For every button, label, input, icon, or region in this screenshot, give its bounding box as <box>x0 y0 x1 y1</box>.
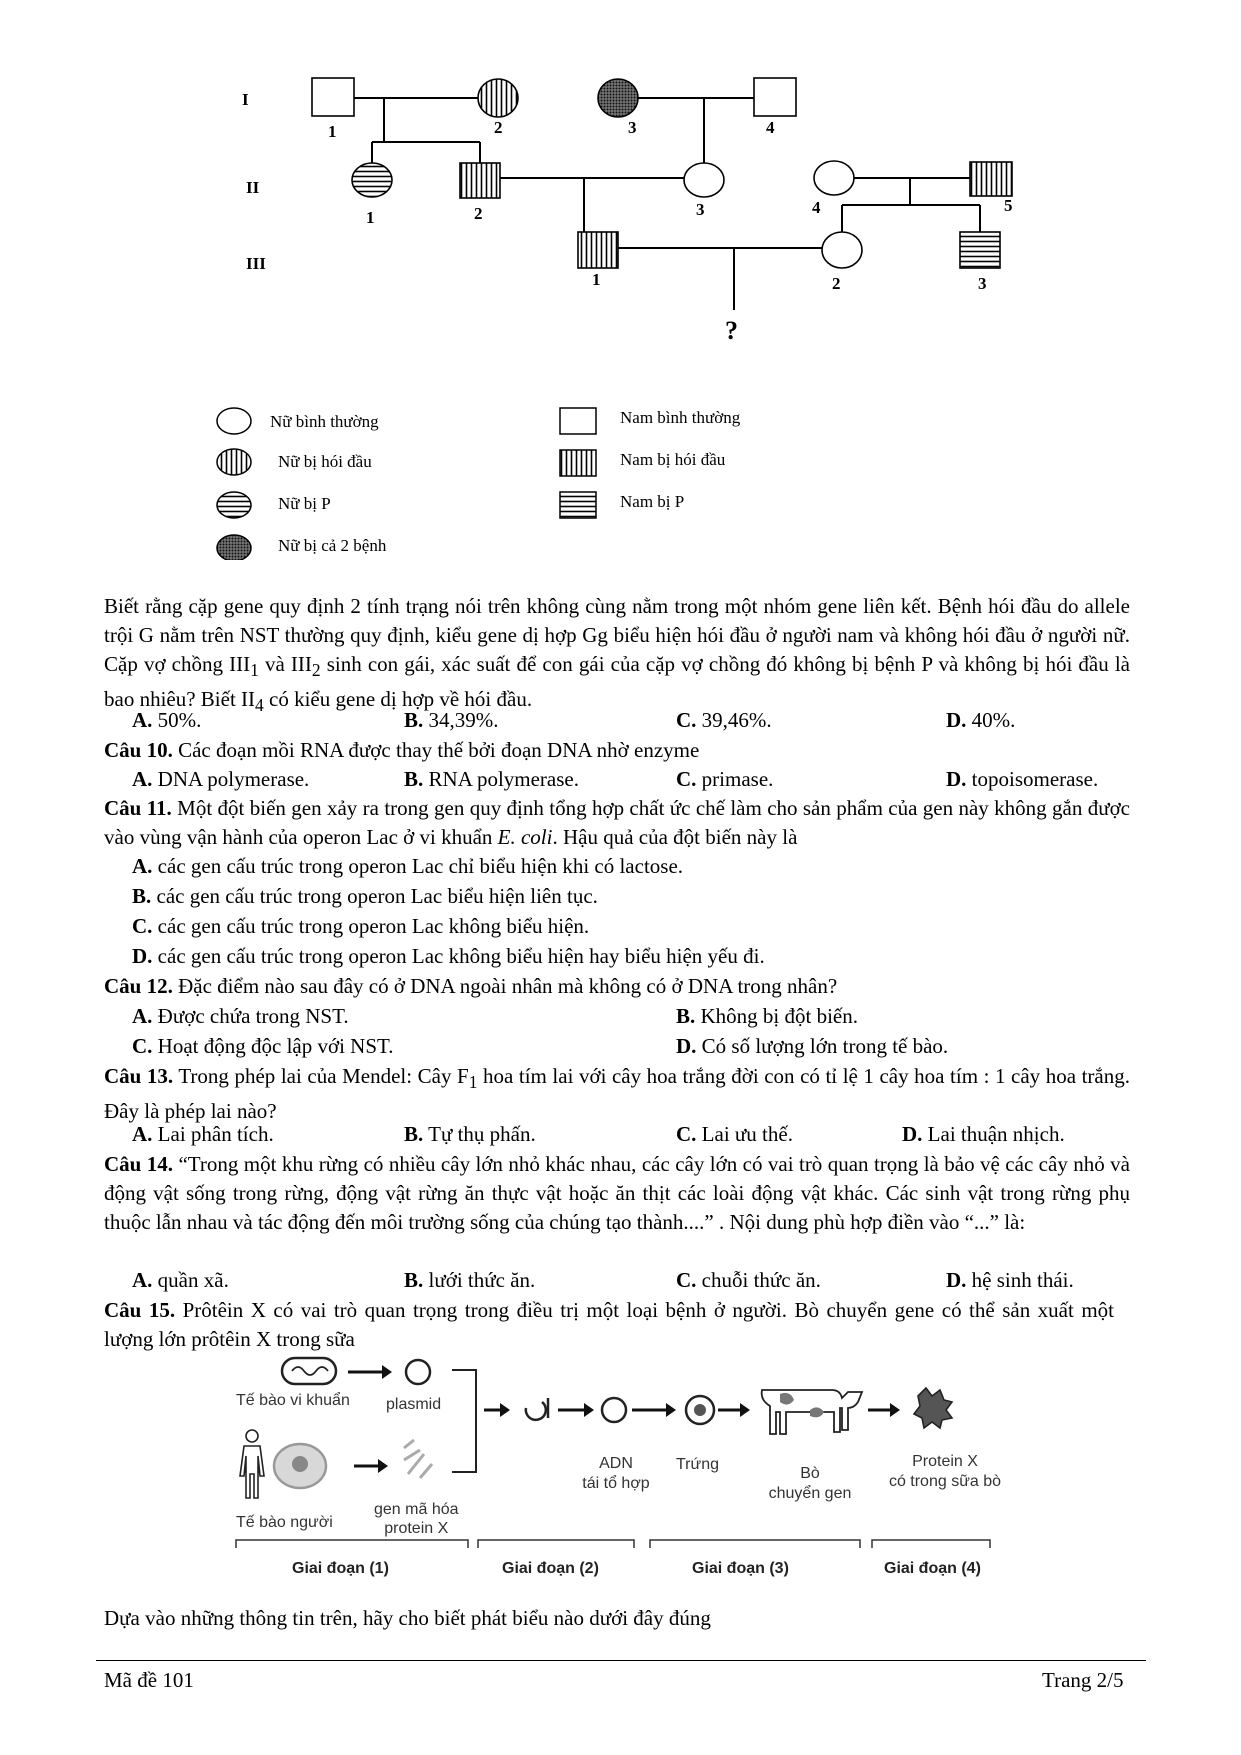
plasmid-icon <box>406 1360 430 1384</box>
label-adn-line1: ADN <box>599 1455 633 1472</box>
label-stage-2: Giai đoạn (2) <box>502 1560 599 1577</box>
legend-female-normal-symbol <box>217 408 251 434</box>
number-II5: 5 <box>1004 196 1013 215</box>
q9-text: Biết rằng cặp gene quy định 2 tính trạng nói trên không cùng nằm trong một nhóm gene liên kết. Bệnh hói đầu do allele trội G nằm trên NST thường quy định, kiểu gene dị hợp Gg biểu hiện hói đầu ở người nam và không hói đầu ở người nữ. Cặp vợ chồng $III_1$ và $III_2$ sinh con gái, xác suất để con gái của cặp vợ chồng đó không bị bệnh P và không bị hói đầu là bao nhiêu? Biết $II_4$ có kiểu gene dị hợp về hói đầu. <box>104 594 1130 716</box>
pedigree-III3-male-p <box>960 232 1000 268</box>
merge-bracket <box>452 1370 476 1472</box>
q10-option-a: A. DNA polymerase. <box>132 767 310 791</box>
gene-fragments-icon <box>404 1440 432 1478</box>
q11-option-b: B. các gen cấu trúc trong operon Lac biểu hiện liên tục. <box>132 884 598 908</box>
pedigree-chart <box>0 0 1241 560</box>
q9-option-c: C. 39,46%. <box>676 708 772 732</box>
pedigree-I3-female-both <box>598 79 638 117</box>
q9-option-b: B. 34,39%. <box>404 708 499 732</box>
q12-option-d: D. Có số lượng lớn trong tế bào. <box>676 1034 949 1058</box>
legend-female-bald-symbol <box>217 449 251 475</box>
legend-male-normal: Nam bình thường <box>620 408 741 427</box>
number-II3: 3 <box>696 200 705 219</box>
legend-male-bald-symbol <box>560 450 596 476</box>
label-human-cell: Tế bào người <box>236 1514 333 1531</box>
pedigree-II2-male-bald <box>460 163 500 198</box>
generation-label-II: II <box>246 178 260 197</box>
q11-option-a: A. các gen cấu trúc trong operon Lac chỉ biểu hiện khi có lactose. <box>132 854 684 878</box>
q13-option-d: D. Lai thuận nhịch. <box>902 1122 1065 1146</box>
q11-option-c: C. các gen cấu trúc trong operon Lac không biểu hiện. <box>132 914 590 938</box>
label-stage-4: Giai đoạn (4) <box>884 1560 981 1577</box>
label-gene-line2: protein X <box>384 1520 449 1537</box>
pedigree-II5-male-bald <box>970 162 1012 196</box>
label-cow-line1: Bò <box>800 1465 820 1482</box>
q15-text: Câu 15. Prôtêin X có vai trò quan trọng trong điều trị một loại bệnh ở người. Bò chuyển gene có thể sản xuất một lượng lớn prôtêin X trong sữa <box>104 1298 1114 1351</box>
footer-exam-code: Mã đề 101 <box>104 1668 194 1692</box>
label-gene <box>374 1500 459 1538</box>
number-II1: 1 <box>366 208 375 227</box>
q14-option-a: A. quần xã. <box>132 1268 229 1292</box>
number-I2: 2 <box>494 118 503 137</box>
open-plasmid-icon <box>526 1402 546 1420</box>
legend-female-both-symbol <box>217 535 251 560</box>
q14-option-b: B. lưới thức ăn. <box>404 1268 536 1292</box>
legend-female-p: Nữ bị P <box>278 494 331 513</box>
human-figure-icon <box>240 1430 264 1498</box>
pedigree-III2-female-normal <box>822 232 862 268</box>
stage-2-bracket <box>478 1540 634 1548</box>
legend-female-normal: Nữ bình thường <box>270 412 379 431</box>
number-III1: 1 <box>592 270 601 289</box>
label-stage-3: Giai đoạn (3) <box>692 1560 789 1577</box>
q12-option-a: A. Được chứa trong NST. <box>132 1004 349 1028</box>
q11-text: Câu 11. Một đột biến gen xảy ra trong gen quy định tổng hợp chất ức chế làm cho sản phẩm của gen này không gắn được vào vùng vận hành của operon Lac ở vi khuẩn E. coli. Hậu quả của đột biến này là <box>104 796 1130 849</box>
pedigree-I4-male-normal <box>754 78 796 116</box>
pedigree-III1-male-bald <box>578 232 618 268</box>
legend-male-p-symbol <box>560 492 596 518</box>
q13-option-a: A. Lai phân tích. <box>132 1122 274 1146</box>
number-I1: 1 <box>328 122 337 141</box>
q12-option-c: C. Hoạt động độc lập với NST. <box>132 1034 394 1058</box>
legend-male-bald: Nam bị hói đầu <box>620 450 726 469</box>
q11-option-d: D. các gen cấu trúc trong operon Lac không biểu hiện hay biểu hiện yếu đi. <box>132 944 765 968</box>
label-gene-line1: gen mã hóa <box>374 1501 459 1518</box>
label-protein-line2: có trong sữa bò <box>888 1473 1002 1490</box>
legend-female-p-symbol <box>217 492 251 518</box>
q13-option-b: B. Tự thụ phấn. <box>404 1122 536 1146</box>
stage-1-bracket <box>236 1540 468 1548</box>
label-cow-line2: chuyển gen <box>768 1485 852 1502</box>
pedigree-II4-female-normal <box>814 161 854 195</box>
q9-option-a: A. 50%. <box>132 708 202 732</box>
q15-prompt: Dựa vào những thông tin trên, hãy cho biết phát biểu nào dưới đây đúng <box>104 1606 711 1630</box>
stage-3-bracket <box>650 1540 860 1548</box>
footer-rule <box>96 1660 1146 1661</box>
legend-female-both: Nữ bị cả 2 bệnh <box>278 536 387 555</box>
generation-label-III: III <box>246 254 266 273</box>
q10-option-b: B. RNA polymerase. <box>404 767 579 791</box>
generation-label-I: I <box>242 90 249 109</box>
q9-option-d: D. 40%. <box>946 708 1016 732</box>
q14-option-d: D. hệ sinh thái. <box>946 1268 1074 1292</box>
protein-x-icon <box>914 1388 952 1428</box>
q10-text: Câu 10. Các đoạn mồi RNA được thay thế bởi đoạn DNA nhờ enzyme <box>104 738 700 762</box>
pedigree-I2-female-bald <box>478 79 518 117</box>
label-plasmid: plasmid <box>386 1396 442 1413</box>
q12-text: Câu 12. Đặc điểm nào sau đây có ở DNA ngoài nhân mà không có ở DNA trong nhân? <box>104 974 838 998</box>
stage-4-bracket <box>872 1540 990 1548</box>
recombinant-dna-icon <box>602 1398 626 1422</box>
q12-option-b: B. Không bị đột biến. <box>676 1004 859 1028</box>
legend-male-p: Nam bị P <box>620 492 685 511</box>
number-I4: 4 <box>766 118 775 137</box>
number-III3: 3 <box>978 274 987 293</box>
label-bacteria-cell: Tế bào vi khuẩn <box>236 1392 350 1409</box>
label-protein-line1: Protein X <box>912 1453 978 1470</box>
number-II2: 2 <box>474 204 483 223</box>
label-cow <box>760 1464 860 1504</box>
label-adn-line2: tái tổ hợp <box>582 1475 650 1492</box>
q10-option-c: C. primase. <box>676 767 774 791</box>
label-stage-1: Giai đoạn (1) <box>292 1560 389 1577</box>
pedigree-I1-male-normal <box>312 78 354 116</box>
label-protein-x <box>880 1452 1010 1492</box>
legend-male-normal-symbol <box>560 408 596 434</box>
number-III2: 2 <box>832 274 841 293</box>
cow-icon <box>762 1390 862 1434</box>
q14-text: Câu 14. “Trong một khu rừng có nhiều cây lớn nhỏ khác nhau, các cây lớn có vai trò quan trọng là bảo vệ các cây nhỏ và động vật sống trong rừng, động vật rừng ăn thực vật hoặc ăn thịt các loài động vật khác. Các sinh vật trong rừng phụ thuộc lẫn nhau và tác động đến môi trường sống của chúng tạo thành....” . Nội dung phù hợp điền vào “...” là: <box>104 1152 1130 1234</box>
number-II4: 4 <box>812 198 821 217</box>
footer-page-number: Trang 2/5 <box>1042 1668 1124 1692</box>
legend-female-bald: Nữ bị hói đầu <box>278 452 372 471</box>
number-I3: 3 <box>628 118 637 137</box>
unknown-child-mark: ? <box>725 316 738 345</box>
q13-text: Câu 13. Trong phép lai của Mendel: Cây $F_1$ hoa tím lai với cây hoa trắng đời con có tỉ lệ 1 cây hoa tím : 1 cây hoa trắng. Đây là phép lai nào? <box>104 1064 1130 1124</box>
q10-option-d: D. topoisomerase. <box>946 767 1099 791</box>
q14-option-c: C. chuỗi thức ăn. <box>676 1268 821 1292</box>
q13-option-c: C. Lai ưu thế. <box>676 1122 793 1146</box>
label-egg: Trứng <box>676 1456 720 1473</box>
pedigree-II3-female-normal <box>684 163 724 197</box>
label-recombinant-dna <box>576 1454 656 1494</box>
pedigree-II1-female-p <box>352 163 392 197</box>
